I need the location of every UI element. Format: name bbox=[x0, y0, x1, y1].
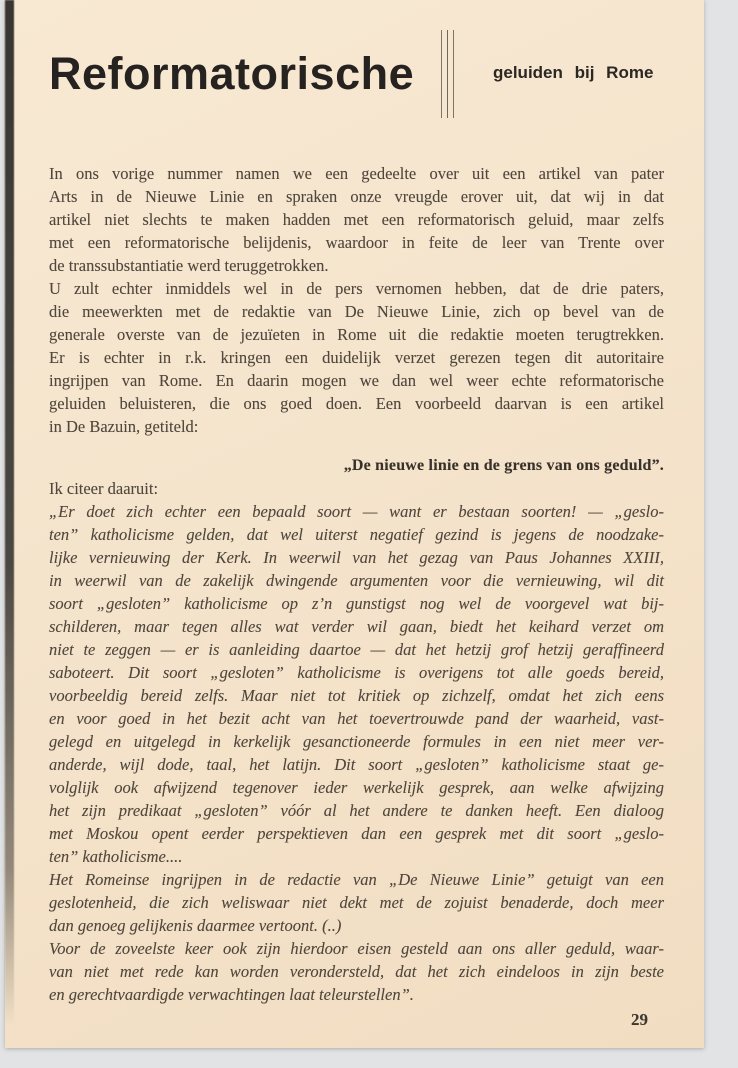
text-line: saboteert. Dit soort „gesloten” katholicisme is overigens tot alle goeds bereid, bbox=[49, 663, 664, 682]
text-line: ten” katholicisme.... bbox=[49, 847, 183, 866]
text-line: voorbeeldig bereid zelfs. Maar niet tot kritiek op zichzelf, omdat het zich eens bbox=[49, 686, 664, 705]
vertical-rule bbox=[441, 30, 442, 118]
text-line: Er is echter in r.k. kringen een duidelijk verzet gerezen tegen dit autoritaire bbox=[49, 348, 664, 367]
text-line: niet te zeggen — er is aanleiding daartoe — dat het hetzij grof hetzij geraffineerd bbox=[49, 640, 664, 659]
text-line: U zult echter inmiddels wel in de pers vernomen hebben, dat de drie paters, bbox=[49, 279, 664, 298]
page-number: 29 bbox=[631, 1010, 648, 1029]
citation-intro-line: Ik citeer daaruit: bbox=[49, 479, 159, 498]
text-line: generale overste van de jezuïeten in Rome uit die redaktie moeten terugtrekken. bbox=[49, 325, 664, 344]
text-line: Voor de zoveelste keer ook zijn hierdoor eisen gesteld aan ons aller geduld, waar- bbox=[49, 939, 664, 958]
quote-paragraph-2 bbox=[49, 868, 664, 937]
text-line: geluiden beluisteren, die ons goed doen. Een voorbeeld daarvan is een artikel bbox=[49, 394, 664, 413]
text-line: soort „gesloten” katholicisme op z’n gunstigst nog wel de voorgevel wat bij- bbox=[49, 594, 664, 613]
text-line: Arts in de Nieuwe Linie en spraken onze vreugde erover uit, dat wij in dat bbox=[49, 187, 664, 206]
text-line: ingrijpen van Rome. En daarin mogen we dan wel weer echte reformatorische bbox=[49, 371, 664, 390]
quote-paragraph-1 bbox=[49, 500, 664, 868]
text-line: artikel niet slechts te maken hadden met een reformatorisch geluid, maar zelfs bbox=[49, 210, 664, 229]
text-line: anderde, wijl dode, taal, het latijn. Dit soort „gesloten” katholicisme staat ge- bbox=[49, 755, 664, 774]
text-line: geslotenheid, die zich weliswaar niet dekt met de zojuist benaderde, doch meer bbox=[49, 893, 664, 912]
vertical-rule bbox=[447, 30, 448, 118]
text-line: gelegd en uitgelegd in kerkelijk gesanctioneerde formules in een niet meer ver- bbox=[49, 732, 664, 751]
text-line: met Moskou opent eerder perspektieven dan een gesprek met dit soort „geslo- bbox=[49, 824, 664, 843]
text-line: „Er doet zich echter een bepaald soort — want er bestaan soorten! — „geslo- bbox=[49, 502, 664, 521]
text-line: Het Romeinse ingrijpen in de redactie van „De Nieuwe Linie” getuigt van een bbox=[49, 870, 664, 889]
text-line: en voor goed in het bezit acht van het toevertrouwde pand der waarheid, vast- bbox=[49, 709, 664, 728]
text-line: schilderen, maar tegen alles wat verder wil gaan, biedt het keihard verzet om bbox=[49, 617, 664, 636]
intro-paragraph bbox=[49, 162, 664, 277]
text-line: het zijn predikaat „gesloten” vóór al het andere te danken heeft. Een dialoog bbox=[49, 801, 664, 820]
text-column bbox=[49, 162, 664, 1031]
title-divider-rules bbox=[441, 30, 454, 118]
text-line: In ons vorige nummer namen we een gedeelte over uit een artikel van pater bbox=[49, 164, 664, 183]
vertical-rule bbox=[453, 30, 454, 118]
quote-paragraph-3 bbox=[49, 937, 664, 1006]
text-line: en gerechtvaardigde verwachtingen laat teleurstellen”. bbox=[49, 985, 414, 1004]
text-line: met een reformatorische belijdenis, waardoor in feite de leer van Trente over bbox=[49, 233, 664, 252]
page-spine-shadow bbox=[5, 0, 14, 1025]
text-line: dan genoeg gelijkenis daarmee vertoont. (..) bbox=[49, 916, 342, 935]
page-title: Reformatorische bbox=[49, 48, 415, 99]
page-subtitle: geluiden bij Rome bbox=[493, 63, 654, 82]
text-line: volglijk ook afwijzend tegenover ieder werkelijk gesprek, aan welke afwijzing bbox=[49, 778, 664, 797]
text-line: die meewerkten met de redaktie van De Nieuwe Linie, zich op bevel van de bbox=[49, 302, 664, 321]
text-line: de transsubstantiatie werd teruggetrokken. bbox=[49, 256, 329, 275]
text-line: ten” katholicisme gelden, dat wel uiterst negatief gezind is jegens de noodzake- bbox=[49, 525, 664, 544]
news-paragraph bbox=[49, 277, 664, 438]
scanned-page bbox=[5, 0, 704, 1048]
text-line: lijke vernieuwing der Kerk. In weerwil van het gezag van Paus Johannes XXIII, bbox=[49, 548, 664, 567]
article-heading: „De nieuwe linie en de grens van ons geduld”. bbox=[343, 457, 664, 474]
text-line: van niet met rede kan worden verondersteld, dat het zich eindeloos in zijn beste bbox=[49, 962, 664, 981]
text-line: in weerwil van de zakelijk dwingende argumenten voor die vernieuwing, wil dit bbox=[49, 571, 664, 590]
text-line: in De Bazuin, getiteld: bbox=[49, 417, 199, 436]
